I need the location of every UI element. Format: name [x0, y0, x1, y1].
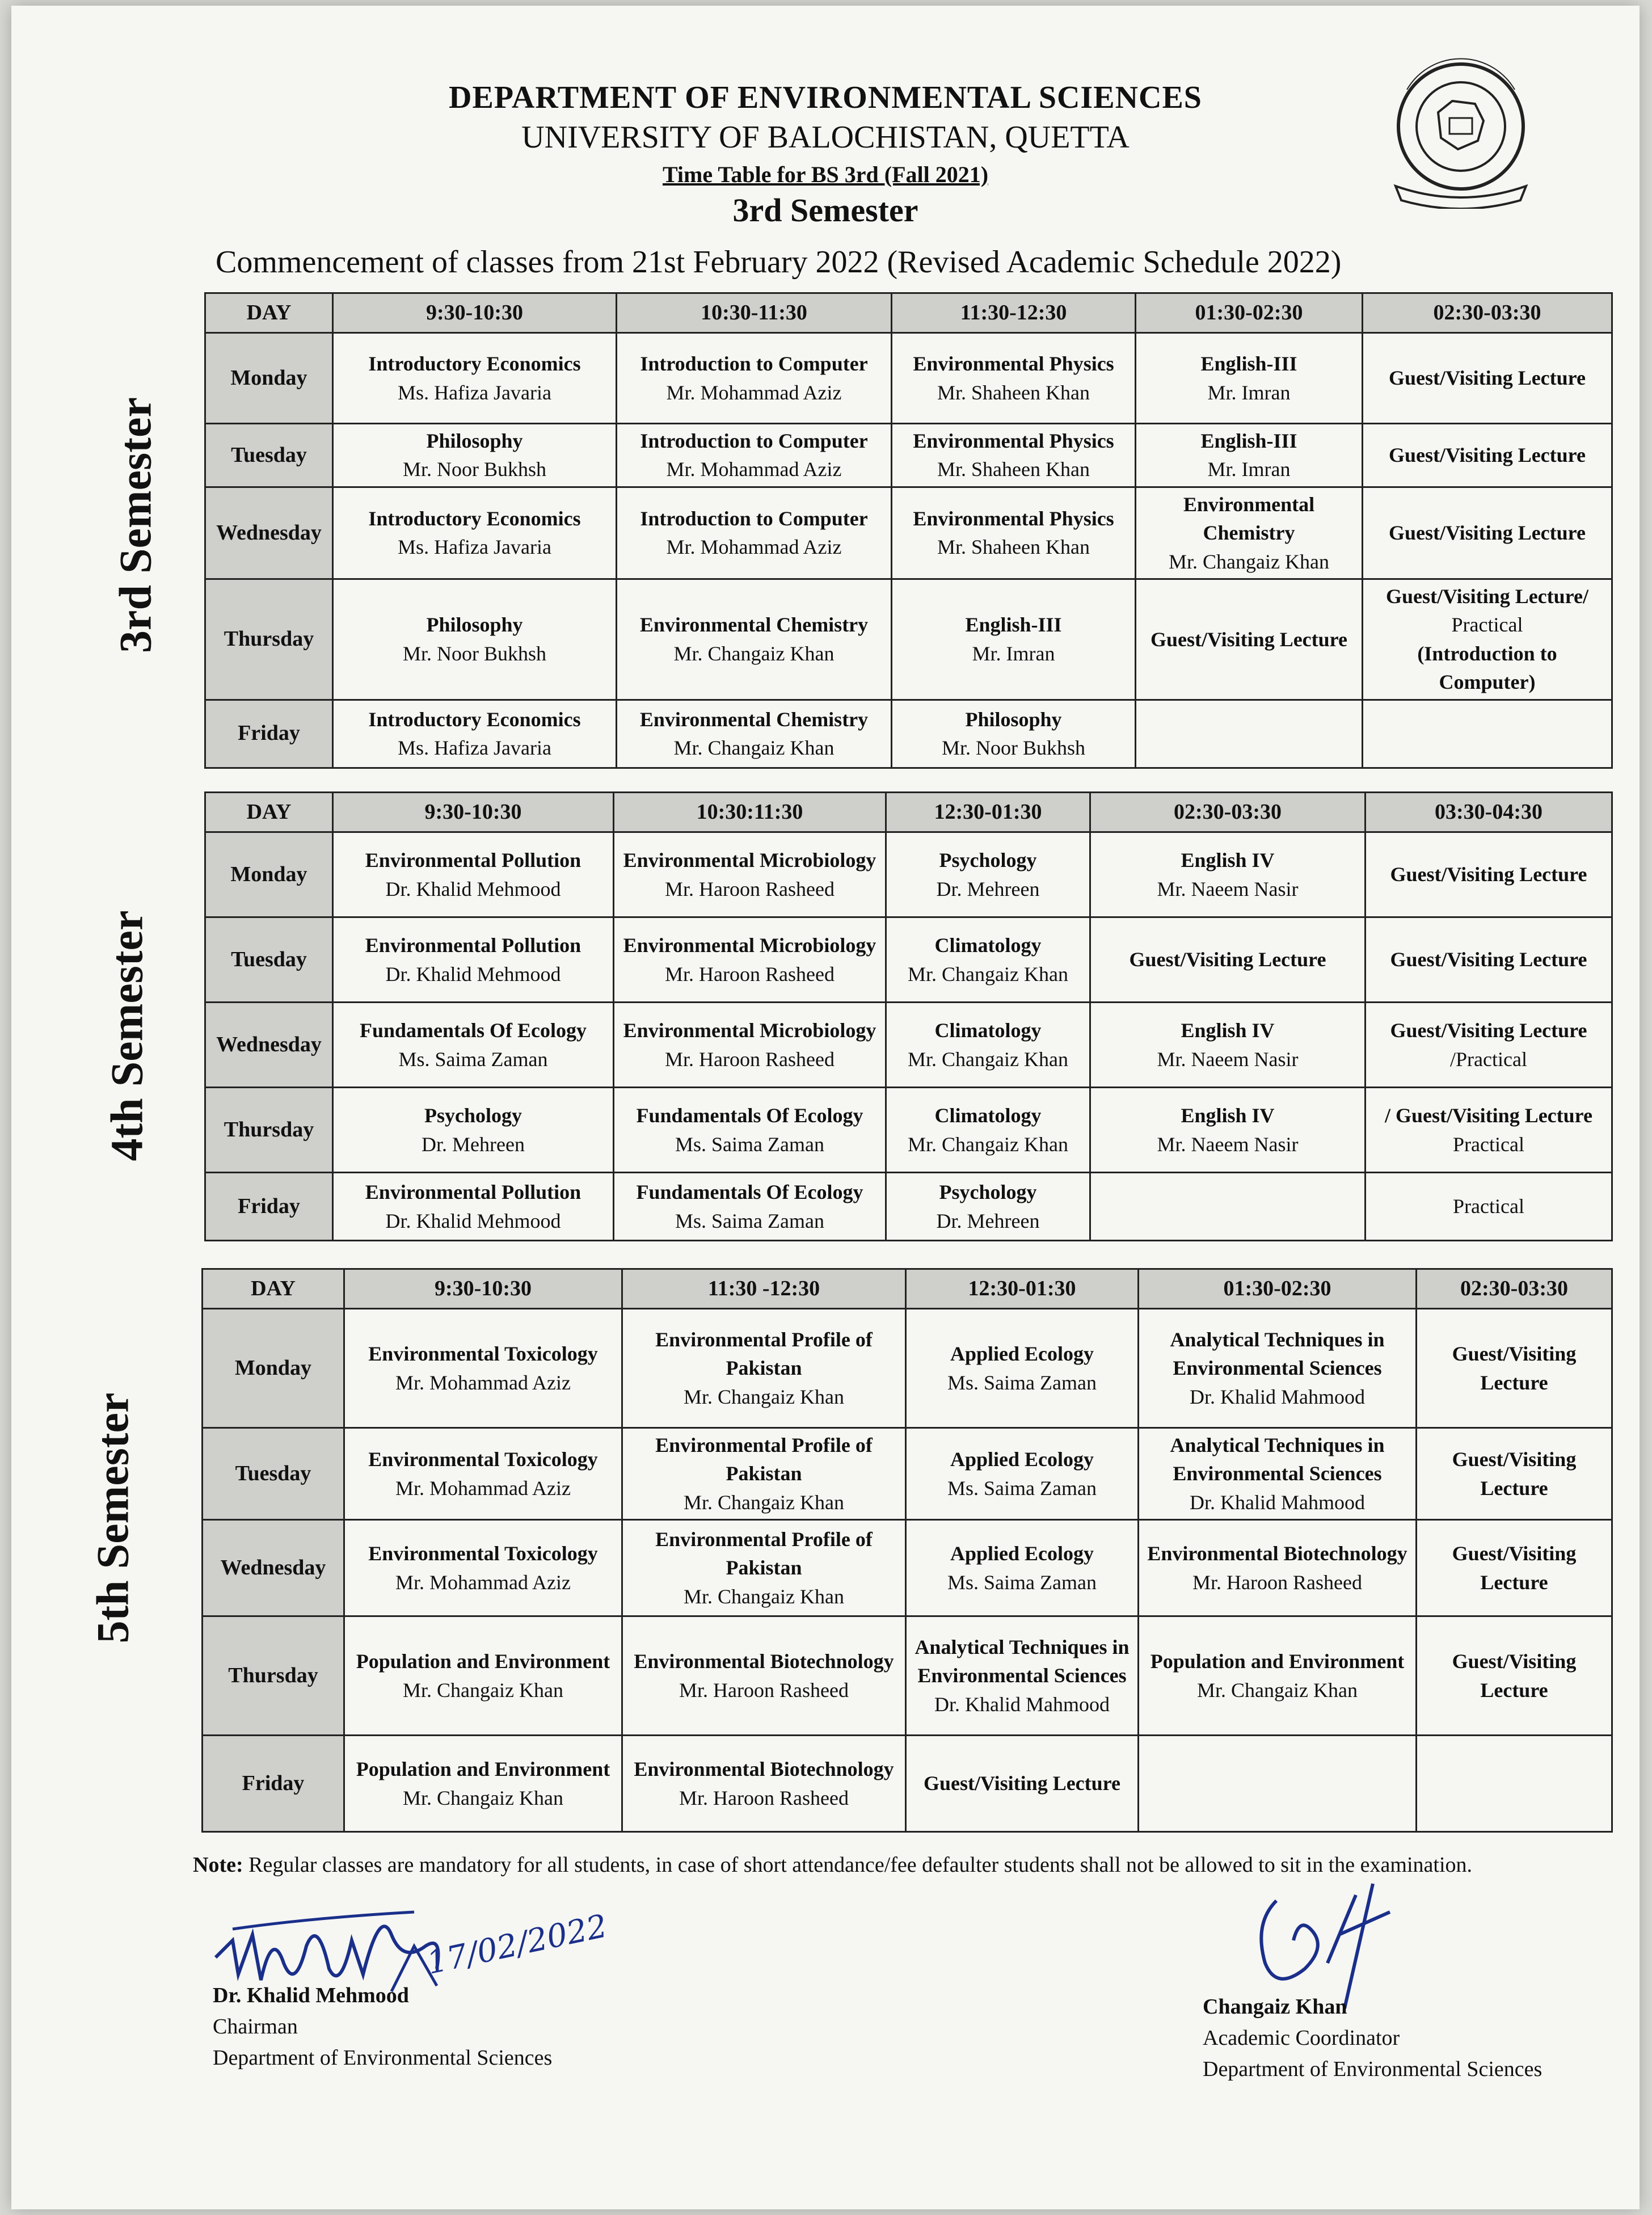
- course-name: Applied Ecology: [950, 1542, 1094, 1565]
- class-cell: [617, 487, 892, 579]
- class-cell: [1136, 333, 1363, 424]
- class-cell: [892, 424, 1136, 487]
- course-name: Environmental Pollution: [365, 1181, 581, 1204]
- timetable-5th-semester: [201, 1268, 1613, 1833]
- class-cell: [1139, 1520, 1417, 1616]
- signature-block-coordinator: [1203, 1991, 1542, 2085]
- course-name: Guest/Visiting Lecture: [1389, 521, 1586, 545]
- time-slot-header: 9:30-10:30: [333, 793, 614, 832]
- time-slot-header: 12:30-01:30: [906, 1269, 1139, 1309]
- teacher-name: Mr. Haroon Rasheed: [665, 1047, 835, 1071]
- course-name: English IV: [1181, 1104, 1275, 1127]
- time-slot-header: 10:30:11:30: [614, 793, 886, 832]
- course-name: Guest/Visiting Lecture: [1452, 1342, 1577, 1394]
- course-name: Guest/Visiting Lecture: [1452, 1542, 1577, 1594]
- teacher-name: Ms. Saima Zaman: [947, 1570, 1097, 1594]
- class-cell: [344, 1428, 622, 1520]
- day-cell: Thursday: [205, 579, 333, 700]
- class-cell: [906, 1520, 1139, 1616]
- course-name: Philosophy: [965, 708, 1062, 731]
- class-cell: [344, 1736, 622, 1832]
- teacher-name: Mr. Imran: [972, 642, 1055, 665]
- class-cell: [1139, 1616, 1417, 1736]
- class-cell: [1139, 1309, 1417, 1428]
- course-name: Environmental Chemistry: [1183, 492, 1315, 545]
- day-cell: Thursday: [203, 1616, 344, 1736]
- teacher-name: Dr. Khalid Mehmood: [385, 1209, 561, 1232]
- teacher-name: Dr. Mehreen: [936, 1209, 1040, 1232]
- teacher-name: Mr. Naeem Nasir: [1157, 1132, 1299, 1156]
- table-row: [205, 579, 1612, 700]
- time-slot-header: 11:30-12:30: [892, 293, 1136, 333]
- chairman-dept: Department of Environmental Sciences: [213, 2046, 553, 2070]
- class-cell: [333, 579, 617, 700]
- semester-label-3rd: 3rd Semester: [111, 397, 161, 653]
- course-name: Guest/Visiting Lecture: [1390, 948, 1587, 971]
- course-name: Introduction to Computer: [640, 429, 868, 452]
- table-row: [205, 1088, 1612, 1173]
- time-slot-header: 9:30-10:30: [344, 1269, 622, 1309]
- class-cell: [906, 1736, 1139, 1832]
- day-cell: Tuesday: [205, 424, 333, 487]
- class-cell: [333, 333, 617, 424]
- class-cell: [1363, 700, 1612, 768]
- class-cell: [614, 832, 886, 917]
- teacher-name: Mr. Mohammad Aziz: [395, 1371, 571, 1394]
- class-cell: [892, 487, 1136, 579]
- class-cell: [344, 1616, 622, 1736]
- class-cell: [333, 1003, 614, 1088]
- class-cell: [614, 1003, 886, 1088]
- course-name: Guest/Visiting Lecture: [1390, 863, 1587, 886]
- class-cell: [1136, 579, 1363, 700]
- class-cell: [886, 832, 1090, 917]
- class-cell: [1417, 1309, 1612, 1428]
- class-cell: [1417, 1736, 1612, 1832]
- day-cell: Wednesday: [205, 1003, 333, 1088]
- teacher-name: Mr. Haroon Rasheed: [665, 962, 835, 986]
- teacher-name: Ms. Saima Zaman: [947, 1371, 1097, 1394]
- time-slot-header: 01:30-02:30: [1136, 293, 1363, 333]
- class-cell: [892, 333, 1136, 424]
- teacher-name: Mr. Haroon Rasheed: [665, 877, 835, 900]
- course-name: Environmental Chemistry: [639, 708, 869, 731]
- class-cell: [886, 917, 1090, 1003]
- class-cell: [1417, 1428, 1612, 1520]
- teacher-name: Mr. Noor Bukhsh: [402, 458, 547, 481]
- day-cell: Monday: [203, 1309, 344, 1428]
- table-row: [205, 832, 1612, 917]
- course-name: English-III: [1200, 429, 1297, 452]
- teacher-name: Mr. Mohammad Aziz: [395, 1570, 571, 1594]
- class-cell: [1363, 333, 1612, 424]
- class-cell: [614, 917, 886, 1003]
- course-name: Guest/Visiting Lecture: [924, 1772, 1120, 1795]
- teacher-name: Mr. Mohammad Aziz: [395, 1476, 571, 1500]
- signature-block-chairman: [213, 1980, 552, 2074]
- course-name: Climatology: [934, 1019, 1042, 1042]
- course-name: Introductory Economics: [368, 352, 581, 376]
- course-name: Environmental Profile of Pakistan: [655, 1328, 873, 1380]
- course-name: Fundamentals Of Ecology: [359, 1019, 587, 1042]
- course-name: / Guest/Visiting Lecture: [1385, 1104, 1592, 1127]
- teacher-name: Mr. Haroon Rasheed: [1192, 1570, 1362, 1594]
- class-cell: [614, 1088, 886, 1173]
- course-name: Climatology: [934, 934, 1042, 957]
- teacher-name: Ms. Saima Zaman: [675, 1132, 824, 1156]
- class-cell: [886, 1088, 1090, 1173]
- class-cell: [333, 424, 617, 487]
- table-row: [205, 917, 1612, 1003]
- time-slot-header: 02:30-03:30: [1090, 793, 1366, 832]
- class-cell: [622, 1428, 906, 1520]
- class-cell: [622, 1309, 906, 1428]
- table-row: [203, 1309, 1612, 1428]
- teacher-name: Mr. Changaiz Khan: [684, 1585, 844, 1608]
- teacher-name: Mr. Changaiz Khan: [908, 1132, 1068, 1156]
- course-name: Philosophy: [426, 613, 523, 637]
- class-cell: [906, 1428, 1139, 1520]
- course-name: Applied Ecology: [950, 1448, 1094, 1471]
- course-name: Guest/Visiting Lecture: [1389, 444, 1586, 467]
- teacher-name: Mr. Shaheen Khan: [937, 458, 1090, 481]
- teacher-name: Dr. Khalid Mehmood: [385, 962, 561, 986]
- class-cell: [1136, 700, 1363, 768]
- day-cell: Thursday: [205, 1088, 333, 1173]
- day-cell: Wednesday: [205, 487, 333, 579]
- class-cell: [614, 1173, 886, 1241]
- course-name: Introduction to Computer: [640, 352, 868, 376]
- class-cell: [1136, 424, 1363, 487]
- semester-title: 3rd Semester: [732, 192, 918, 229]
- day-column-header: DAY: [205, 293, 333, 333]
- class-cell: [1090, 1173, 1366, 1241]
- class-cell: [333, 1173, 614, 1241]
- time-slot-header: 10:30-11:30: [617, 293, 892, 333]
- day-cell: Wednesday: [203, 1520, 344, 1616]
- course-name: Guest/Visiting Lecture: [1129, 948, 1326, 971]
- day-cell: Tuesday: [205, 917, 333, 1003]
- class-cell: [892, 700, 1136, 768]
- course-name: English IV: [1181, 849, 1275, 872]
- course-name: Introductory Economics: [368, 708, 581, 731]
- course-name: Guest/Visiting Lecture: [1452, 1448, 1577, 1500]
- class-cell: [1139, 1736, 1417, 1832]
- university-title: UNIVERSITY OF BALOCHISTAN, QUETTA: [521, 120, 1130, 155]
- teacher-name: Dr. Khalid Mahmood: [1190, 1490, 1365, 1514]
- teacher-name: Dr. Mehreen: [422, 1132, 525, 1156]
- course-name: Environmental Pollution: [365, 934, 581, 957]
- class-cell: [1363, 424, 1612, 487]
- day-cell: Monday: [205, 832, 333, 917]
- course-name: Climatology: [934, 1104, 1042, 1127]
- teacher-name: Dr. Mehreen: [936, 877, 1040, 900]
- teacher-name: Dr. Khalid Mahmood: [1190, 1385, 1365, 1408]
- teacher-name: Dr. Khalid Mehmood: [385, 877, 561, 900]
- course-name: Introduction to Computer: [640, 507, 868, 530]
- class-cell: [1366, 917, 1612, 1003]
- teacher-name: Practical: [1453, 1195, 1524, 1218]
- class-cell: [906, 1309, 1139, 1428]
- time-slot-header: 11:30 -12:30: [622, 1269, 906, 1309]
- class-cell: [622, 1736, 906, 1832]
- teacher-name: Ms. Saima Zaman: [675, 1209, 824, 1232]
- teacher-name: Mr. Noor Bukhsh: [402, 642, 547, 665]
- table-header-row: [205, 293, 1612, 333]
- coordinator-title: Academic Coordinator: [1203, 2026, 1400, 2050]
- class-cell: [1090, 1003, 1366, 1088]
- table-row: [205, 333, 1612, 424]
- class-cell: [1366, 1173, 1612, 1241]
- course-name: Analytical Techniques in Environmental Sciences: [1170, 1434, 1385, 1485]
- teacher-name: Dr. Khalid Mahmood: [934, 1692, 1110, 1716]
- class-cell: [622, 1520, 906, 1616]
- table-row: [203, 1428, 1612, 1520]
- table-row: [203, 1616, 1612, 1736]
- note-label: Note:: [193, 1853, 243, 1877]
- course-name: Guest/Visiting Lecture: [1150, 628, 1347, 651]
- teacher-name: Mr. Mohammad Aziz: [666, 381, 842, 404]
- course-name: Population and Environment: [356, 1650, 610, 1673]
- class-cell: [1366, 1088, 1612, 1173]
- day-cell: Monday: [205, 333, 333, 424]
- class-cell: [892, 579, 1136, 700]
- class-cell: [617, 700, 892, 768]
- course-name: Environmental Profile of Pakistan: [655, 1434, 873, 1485]
- teacher-name: Mr. Shaheen Khan: [937, 381, 1090, 404]
- course-name: Fundamentals Of Ecology: [636, 1181, 863, 1204]
- teacher-name: Mr. Mohammad Aziz: [666, 458, 842, 481]
- teacher-name: Mr. Changaiz Khan: [1169, 550, 1329, 573]
- teacher-name: Mr. Changaiz Khan: [1197, 1678, 1358, 1702]
- course-name: English IV: [1181, 1019, 1275, 1042]
- teacher-name: Practical: [1451, 613, 1523, 637]
- teacher-name: Mr. Changaiz Khan: [908, 962, 1068, 986]
- class-cell: [617, 579, 892, 700]
- course-name: Environmental Biotechnology: [634, 1758, 894, 1781]
- course-name: Applied Ecology: [950, 1342, 1094, 1366]
- teacher-name: Mr. Changaiz Khan: [684, 1385, 844, 1408]
- teacher-name: Mr. Naeem Nasir: [1157, 1047, 1299, 1071]
- note-paragraph: [193, 1850, 1566, 1881]
- table-row: [205, 487, 1612, 579]
- class-cell: [344, 1309, 622, 1428]
- class-cell: [906, 1616, 1139, 1736]
- note-text: Regular classes are mandatory for all students, in case of short attendance/fee defaulter students shall not be allowed to sit in the examination.: [248, 1853, 1472, 1877]
- course-name: Guest/Visiting Lecture/: [1386, 584, 1588, 608]
- course-name: Environmental Toxicology: [368, 1448, 598, 1471]
- class-cell: [1417, 1520, 1612, 1616]
- teacher-name: Mr. Changaiz Khan: [684, 1490, 844, 1514]
- timetable-4th-semester: [204, 791, 1613, 1241]
- table-row: [205, 700, 1612, 768]
- teacher-name: Mr. Mohammad Aziz: [666, 536, 842, 559]
- course-name: Introductory Economics: [368, 507, 581, 530]
- table-row: [205, 424, 1612, 487]
- document-page: [11, 6, 1640, 2209]
- semester-label-5th: 5th Semester: [88, 1392, 138, 1644]
- teacher-name: Mr. Imran: [1207, 458, 1291, 481]
- course-name: Environmental Microbiology: [623, 1019, 876, 1042]
- teacher-name: /Practical: [1450, 1047, 1527, 1071]
- course-name: Guest/Visiting Lecture: [1452, 1650, 1577, 1702]
- class-cell: [1090, 832, 1366, 917]
- class-cell: [617, 424, 892, 487]
- commencement-text: Commencement of classes from 21st February 2022 (Revised Academic Schedule 2022): [216, 245, 1342, 280]
- teacher-name: Practical: [1453, 1132, 1524, 1156]
- table-row: [205, 1173, 1612, 1241]
- teacher-name: Ms. Saima Zaman: [947, 1476, 1097, 1500]
- course-name: Population and Environment: [356, 1758, 610, 1781]
- coordinator-name: Changaiz Khan: [1203, 1995, 1347, 2019]
- class-cell: [1136, 487, 1363, 579]
- coordinator-dept: Department of Environmental Sciences: [1203, 2057, 1543, 2082]
- course-name: Psychology: [939, 849, 1037, 872]
- course-name: Environmental Physics: [913, 352, 1114, 376]
- class-cell: [1363, 579, 1612, 700]
- class-cell: [1366, 1003, 1612, 1088]
- day-cell: Tuesday: [203, 1428, 344, 1520]
- course-name: Environmental Profile of Pakistan: [655, 1528, 873, 1580]
- teacher-name: Mr. Shaheen Khan: [937, 536, 1090, 559]
- course-name: Analytical Techniques in Environmental Sciences: [1170, 1328, 1385, 1380]
- class-cell: [333, 700, 617, 768]
- class-cell: [1090, 1088, 1366, 1173]
- course-name: Environmental Physics: [913, 429, 1114, 452]
- class-cell: [333, 832, 614, 917]
- time-slot-header: 01:30-02:30: [1139, 1269, 1417, 1309]
- document-header: [11, 79, 1640, 229]
- course-name: Environmental Toxicology: [368, 1342, 598, 1366]
- chairman-title: Chairman: [213, 2015, 298, 2039]
- teacher-name: Ms. Hafiza Javaria: [398, 736, 551, 760]
- class-cell: [1139, 1428, 1417, 1520]
- course-name: Psychology: [939, 1181, 1037, 1204]
- teacher-name: Mr. Haroon Rasheed: [679, 1678, 849, 1702]
- time-slot-header: 12:30-01:30: [886, 793, 1090, 832]
- class-cell: [344, 1520, 622, 1616]
- course-name: Population and Environment: [1150, 1650, 1405, 1673]
- teacher-name: Mr. Noor Bukhsh: [941, 736, 1086, 760]
- timetable-3rd-semester: [204, 292, 1613, 769]
- table-row: [203, 1736, 1612, 1832]
- day-cell: Friday: [203, 1736, 344, 1832]
- teacher-name: Ms. Hafiza Javaria: [398, 381, 551, 404]
- teacher-name: Mr. Changaiz Khan: [673, 642, 835, 665]
- course-name: Environmental Toxicology: [368, 1542, 598, 1565]
- day-cell: Friday: [205, 1173, 333, 1241]
- teacher-name: Ms. Saima Zaman: [398, 1047, 548, 1071]
- class-cell: [617, 333, 892, 424]
- course-name: Environmental Microbiology: [623, 934, 876, 957]
- chairman-name: Dr. Khalid Mehmood: [213, 1984, 409, 2007]
- teacher-name: Ms. Hafiza Javaria: [398, 536, 551, 559]
- class-cell: [1366, 832, 1612, 917]
- course-name: Environmental Biotechnology: [1147, 1542, 1407, 1565]
- time-slot-header: 02:30-03:30: [1417, 1269, 1612, 1309]
- teacher-name: Mr. Haroon Rasheed: [679, 1786, 849, 1809]
- table-row: [205, 1003, 1612, 1088]
- course-name: Analytical Techniques in Environmental Sciences: [914, 1636, 1130, 1687]
- course-name: Environmental Physics: [913, 507, 1114, 530]
- class-cell: [333, 917, 614, 1003]
- timetable-title: Time Table for BS 3rd (Fall 2021): [662, 162, 989, 187]
- class-cell: [622, 1616, 906, 1736]
- course-name: Guest/Visiting Lecture: [1390, 1019, 1587, 1042]
- class-cell: [886, 1003, 1090, 1088]
- teacher-name: Mr. Changaiz Khan: [673, 736, 835, 760]
- class-cell: [1417, 1616, 1612, 1736]
- class-cell: [1363, 487, 1612, 579]
- class-cell: [333, 487, 617, 579]
- cell-extra-note: (Introduction to Computer): [1417, 642, 1557, 694]
- course-name: Environmental Pollution: [365, 849, 581, 872]
- teacher-name: Mr. Changaiz Khan: [403, 1786, 563, 1809]
- class-cell: [886, 1173, 1090, 1241]
- table-header-row: [205, 793, 1612, 832]
- course-name: Environmental Microbiology: [623, 849, 876, 872]
- course-name: Environmental Chemistry: [639, 613, 869, 637]
- course-name: Psychology: [424, 1104, 522, 1127]
- time-slot-header: 9:30-10:30: [333, 293, 617, 333]
- teacher-name: Mr. Naeem Nasir: [1157, 877, 1299, 900]
- class-cell: [333, 1088, 614, 1173]
- department-title: DEPARTMENT OF ENVIRONMENTAL SCIENCES: [449, 80, 1202, 115]
- day-column-header: DAY: [203, 1269, 344, 1309]
- course-name: English-III: [965, 613, 1062, 637]
- signature-date: 17/02/2022: [423, 1907, 610, 1982]
- teacher-name: Mr. Changaiz Khan: [403, 1678, 563, 1702]
- day-column-header: DAY: [205, 793, 333, 832]
- teacher-name: Mr. Changaiz Khan: [908, 1047, 1068, 1071]
- course-name: Philosophy: [426, 429, 523, 452]
- course-name: Environmental Biotechnology: [634, 1650, 894, 1673]
- time-slot-header: 03:30-04:30: [1366, 793, 1612, 832]
- class-cell: [1090, 917, 1366, 1003]
- time-slot-header: 02:30-03:30: [1363, 293, 1612, 333]
- teacher-name: Mr. Imran: [1207, 381, 1291, 404]
- course-name: Guest/Visiting Lecture: [1389, 367, 1586, 390]
- course-name: Fundamentals Of Ecology: [636, 1104, 863, 1127]
- table-row: [203, 1520, 1612, 1616]
- course-name: English-III: [1200, 352, 1297, 376]
- semester-label-4th: 4th Semester: [102, 910, 153, 1161]
- table-header-row: [203, 1269, 1612, 1309]
- day-cell: Friday: [205, 700, 333, 768]
